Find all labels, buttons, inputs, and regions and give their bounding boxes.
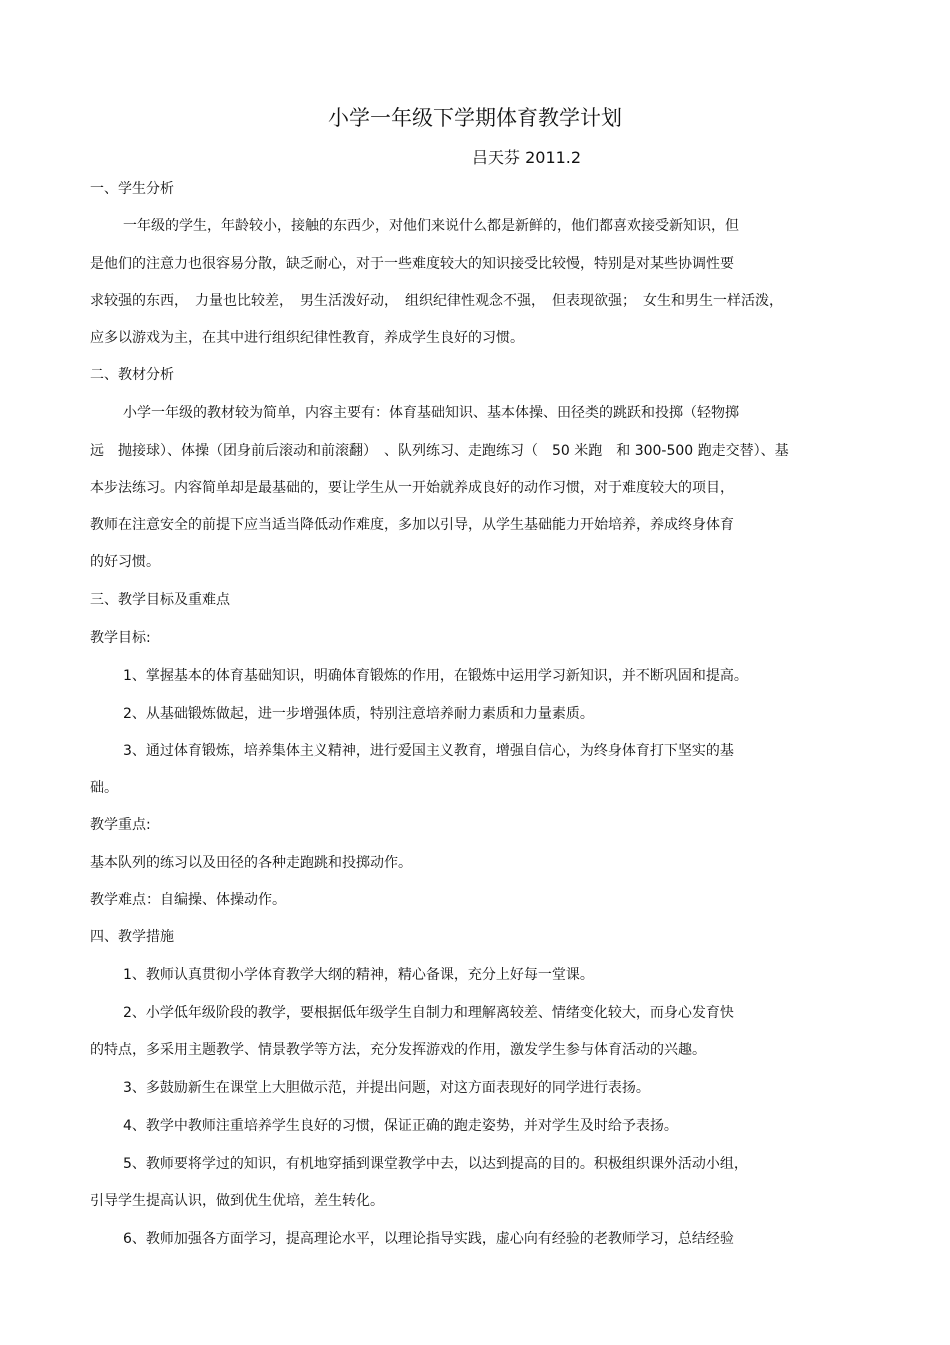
paragraph-line: 应多以游戏为主，在其中进行组织纪律性教育，养成学生良好的习惯。: [90, 330, 524, 346]
document-title: 小学一年级下学期体育教学计划: [328, 106, 622, 130]
paragraph-line: 一年级的学生，年龄较小，接触的东西少，对他们来说什么都是新鲜的，他们都喜欢接受新知识，但: [123, 218, 739, 234]
paragraph-line: 是他们的注意力也很容易分散，缺乏耐心，对于一些难度较大的知识接受比较慢，特别是对某些协调性要: [90, 256, 734, 272]
section-heading-material-analysis: 二、教材分析: [90, 367, 174, 383]
paragraph-line: 引导学生提高认识，做到优生优培，差生转化。: [90, 1193, 384, 1209]
paragraph-line: 基本队列的练习以及田径的各种走跑跳和投掷动作。: [90, 855, 412, 871]
paragraph-line: 求较强的东西， 力量也比较差， 男生活泼好动， 组织纪律性观念不强， 但表现欲强； 女生和男生一样活泼，: [90, 293, 783, 309]
paragraph-line: 本步法练习。内容简单却是最基础的，要让学生从一开始就养成良好的动作习惯，对于难度较大的项目，: [90, 480, 734, 496]
list-item: 1、掌握基本的体育基础知识，明确体育锻炼的作用，在锻炼中运用学习新知识，并不断巩固和提高。: [123, 668, 748, 684]
paragraph-line: 的好习惯。: [90, 554, 160, 570]
list-item: 5、教师要将学过的知识，有机地穿插到课堂教学中去，以达到提高的目的。积极组织课外活动小组，: [123, 1156, 748, 1172]
section-heading-goals: 三、教学目标及重难点: [90, 592, 230, 608]
subheading-key-points: 教学重点:: [90, 817, 151, 833]
subheading-goals: 教学目标:: [90, 630, 151, 646]
list-item: 3、多鼓励新生在课堂上大胆做示范，并提出问题，对这方面表现好的同学进行表扬。: [123, 1080, 650, 1096]
author-date: 吕天芬 2011.2: [472, 148, 582, 167]
list-item: 3、通过体育锻炼，培养集体主义精神，进行爱国主义教育，增强自信心，为终身体育打下坚实的基: [123, 743, 734, 759]
list-item: 6、教师加强各方面学习，提高理论水平，以理论指导实践，虚心向有经验的老教师学习，总结经验: [123, 1231, 734, 1247]
paragraph-line: 的特点，多采用主题教学、情景教学等方法，充分发挥游戏的作用，激发学生参与体育活动的兴趣。: [90, 1042, 706, 1058]
paragraph-line: 教师在注意安全的前提下应当适当降低动作难度，多加以引导，从学生基础能力开始培养，养成终身体育: [90, 517, 734, 533]
list-item: 4、教学中教师注重培养学生良好的习惯，保证正确的跑走姿势，并对学生及时给予表扬。: [123, 1118, 678, 1134]
list-item: 2、小学低年级阶段的教学，要根据低年级学生自制力和理解离较差、情绪变化较大，而身心发育快: [123, 1005, 734, 1021]
subheading-difficult-points: 教学难点：自编操、体操动作。: [90, 892, 286, 908]
section-heading-measures: 四、教学措施: [90, 929, 174, 945]
paragraph-line: 远 抛接球）、体操（团身前后滚动和前滚翻） 、队列练习、走跑练习（ 50 米跑 和 300-500 跑走交替）、基: [90, 443, 789, 459]
paragraph-line: 小学一年级的教材较为简单，内容主要有：体育基础知识、基本体操、田径类的跳跃和投掷（轻物掷: [123, 405, 739, 421]
section-heading-student-analysis: 一、学生分析: [90, 181, 174, 197]
list-item: 1、教师认真贯彻小学体育教学大纲的精神，精心备课，充分上好每一堂课。: [123, 967, 594, 983]
paragraph-line: 础。: [90, 780, 118, 796]
list-item: 2、从基础锻炼做起，进一步增强体质，特别注意培养耐力素质和力量素质。: [123, 706, 594, 722]
